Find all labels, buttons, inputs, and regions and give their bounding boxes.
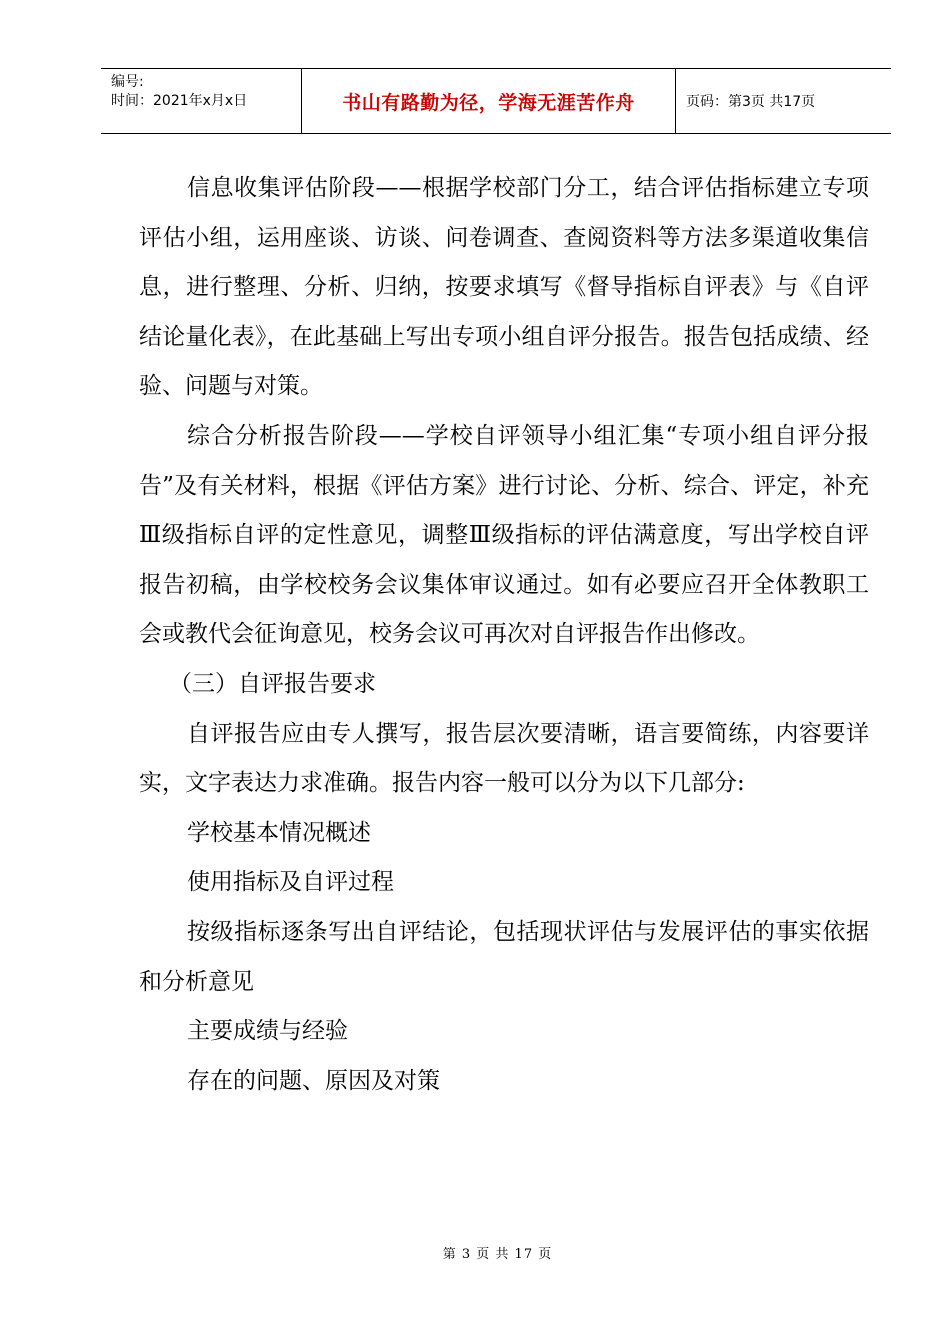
paragraph-info-collection: 信息收集评估阶段——根据学校部门分工，结合评估指标建立专项评估小组，运用座谈、访谈、问卷调查、查阅资料等方法多渠道收集信息，进行整理、分析、归纳，按要求填写《督导指标自评表》与《自评结论量化表》，在此基础上写出专项小组自评分报告。报告包括成绩、经验、问题与对策。 [139, 175, 869, 400]
document-body [139, 164, 869, 1106]
list-item: 按级指标逐条写出自评结论，包括现状评估与发展评估的事实依据和分析意见 [139, 918, 869, 995]
list-item: 存在的问题、原因及对策 [187, 1067, 440, 1094]
section-heading: （三）自评报告要求 [169, 670, 376, 697]
header-motto: 书山有路勤为径，学海无涯苦作舟 [302, 69, 676, 133]
serial-label: 编号: [111, 74, 144, 90]
header-meta-cell [101, 69, 302, 133]
list-item: 使用指标及自评过程 [187, 869, 394, 896]
header-page-label: 页码：第3页 共17页 [686, 94, 816, 110]
list-item: 学校基本情况概述 [187, 819, 371, 846]
paragraph-report-requirements: 自评报告应由专人撰写，报告层次要清晰，语言要简练，内容要详实，文字表达力求准确。报告内容一般可以分为以下几部分: [139, 720, 869, 797]
paragraph-comprehensive-analysis: 综合分析报告阶段——学校自评领导小组汇集“专项小组自评分报告”及有关材料，根据《评估方案》进行讨论、分析、综合、评定，补充Ⅲ级指标自评的定性意见，调整Ⅲ级指标的评估满意度，写出学校自评报告初稿，由学校校务会议集体审议通过。如有必要应召开全体教职工会或教代会征询意见，校务会议可再次对自评报告作出修改。 [139, 422, 869, 648]
page-header [101, 68, 891, 134]
time-label: 时间：2021年x月x日 [111, 93, 248, 109]
page-footer: 第 3 页 共 17 页 [442, 1247, 553, 1262]
list-item: 主要成绩与经验 [187, 1018, 348, 1045]
